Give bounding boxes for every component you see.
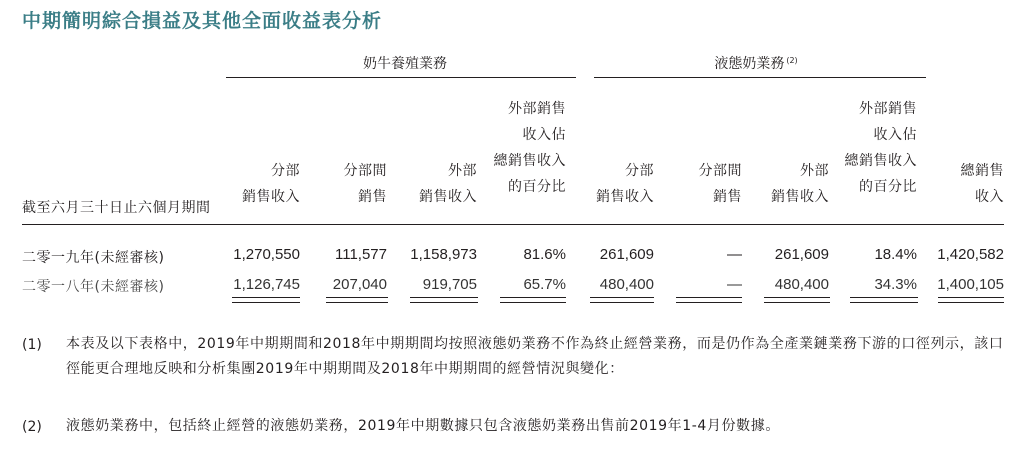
col-header-2 bbox=[344, 158, 388, 210]
group-rule-dairy-farming bbox=[226, 77, 576, 78]
liquid-milk-footnote-ref: (2) bbox=[786, 56, 798, 65]
double-underline bbox=[938, 297, 1004, 303]
note-2-number: (2) bbox=[22, 419, 42, 435]
col-header-9-line-2: 收入 bbox=[975, 189, 1004, 205]
col-header-8-line-3: 總銷售收入 bbox=[844, 153, 917, 169]
col-header-4 bbox=[494, 96, 567, 200]
col-header-6 bbox=[699, 158, 743, 210]
cell-2018-pct-milk: 34.3% bbox=[874, 276, 917, 293]
col-header-7-line-1: 外部 bbox=[800, 163, 829, 179]
col-header-8-line-2: 收入佔 bbox=[873, 127, 917, 143]
cell-2018-total-sales: 1,400,105 bbox=[937, 276, 1004, 293]
col-header-6-line-1: 分部間 bbox=[698, 163, 742, 179]
cell-2019-segment-sales-dairy: 1,270,550 bbox=[233, 246, 300, 263]
col-header-5-line-2: 銷售收入 bbox=[596, 189, 654, 205]
col-header-5 bbox=[596, 158, 654, 210]
row-label-2019: 二零一九年(未經審核) bbox=[22, 250, 165, 266]
cell-2019-external-sales-dairy: 1,158,973 bbox=[410, 246, 477, 263]
cell-2018-segment-sales-dairy: 1,126,745 bbox=[233, 276, 300, 293]
col-header-5-line-1: 分部 bbox=[625, 163, 654, 179]
col-header-3 bbox=[419, 158, 477, 210]
col-header-9-line-1: 總銷售 bbox=[960, 163, 1004, 179]
col-header-7-line-2: 銷售收入 bbox=[771, 189, 829, 205]
col-header-4-line-4: 的百分比 bbox=[508, 179, 566, 195]
col-header-2-line-1: 分部間 bbox=[343, 163, 387, 179]
group-heading-dairy-farming-label: 奶牛養殖業務 bbox=[363, 56, 447, 72]
page-title: 中期簡明綜合損益及其他全面收益表分析 bbox=[22, 10, 383, 32]
col-header-8-line-1: 外部銷售 bbox=[859, 101, 917, 117]
cell-2018-segment-sales-milk: 480,400 bbox=[599, 276, 654, 293]
col-header-1 bbox=[242, 158, 300, 210]
col-header-3-line-2: 銷售收入 bbox=[419, 189, 477, 205]
cell-2019-segment-sales-milk: 261,609 bbox=[599, 246, 654, 263]
cell-2019-total-sales: 1,420,582 bbox=[937, 246, 1004, 263]
col-header-1-line-1: 分部 bbox=[271, 163, 300, 179]
double-underline bbox=[764, 297, 830, 303]
cell-2018-pct-dairy: 65.7% bbox=[523, 276, 566, 293]
col-header-7 bbox=[771, 158, 829, 210]
double-underline bbox=[326, 297, 388, 303]
col-header-9 bbox=[961, 158, 1005, 210]
double-underline bbox=[850, 297, 918, 303]
row-label-2018: 二零一八年(未經審核) bbox=[22, 279, 165, 295]
cell-2018-inter-segment-milk: — bbox=[727, 276, 742, 293]
group-heading-liquid-milk bbox=[706, 53, 806, 73]
double-underline bbox=[590, 297, 654, 303]
cell-2019-external-sales-milk: 261,609 bbox=[774, 246, 829, 263]
col-header-2-line-2: 銷售 bbox=[358, 189, 387, 205]
cell-2019-pct-milk: 18.4% bbox=[874, 246, 917, 263]
cell-2018-inter-segment-dairy: 207,040 bbox=[332, 276, 387, 293]
note-1-number: (1) bbox=[22, 337, 42, 353]
group-rule-liquid-milk bbox=[594, 77, 926, 78]
cell-2019-inter-segment-milk: — bbox=[727, 246, 742, 263]
col-header-3-line-1: 外部 bbox=[448, 163, 477, 179]
period-label: 截至六月三十日止六個月期間 bbox=[22, 200, 211, 216]
col-header-6-line-2: 銷售 bbox=[713, 189, 742, 205]
note-2-text: 液態奶業務中，包括終止經營的液態奶業務，2019年中期數據只包含液態奶業務出售前2019年1-4月份數據。 bbox=[66, 418, 780, 434]
note-1-text: 本表及以下表格中，2019年中期期間和2018年中期期間均按照液態奶業務不作為終止經營業務，而是仍作為全產業鏈業務下游的口徑列示，該口徑能更合理地反映和分析集團2019年中期期間及2018年中期期間的經營情況與變化： bbox=[66, 336, 1004, 377]
double-underline bbox=[676, 297, 742, 303]
col-header-8 bbox=[845, 96, 918, 200]
cell-2018-external-sales-dairy: 919,705 bbox=[422, 276, 477, 293]
header-bottom-rule bbox=[22, 224, 1004, 225]
group-heading-dairy-farming bbox=[355, 53, 455, 73]
cell-2018-external-sales-milk: 480,400 bbox=[774, 276, 829, 293]
double-underline bbox=[232, 297, 300, 303]
col-header-4-line-3: 總銷售收入 bbox=[493, 153, 566, 169]
col-header-4-line-1: 外部銷售 bbox=[508, 101, 566, 117]
col-header-1-line-2: 銷售收入 bbox=[242, 189, 300, 205]
double-underline bbox=[410, 297, 478, 303]
group-heading-liquid-milk-label: 液態奶業務 bbox=[714, 56, 785, 72]
cell-2019-inter-segment-dairy: 111,577 bbox=[335, 246, 387, 263]
col-header-8-line-4: 的百分比 bbox=[859, 179, 917, 195]
double-underline bbox=[500, 297, 566, 303]
col-header-4-line-2: 收入佔 bbox=[522, 127, 566, 143]
cell-2019-pct-dairy: 81.6% bbox=[523, 246, 566, 263]
